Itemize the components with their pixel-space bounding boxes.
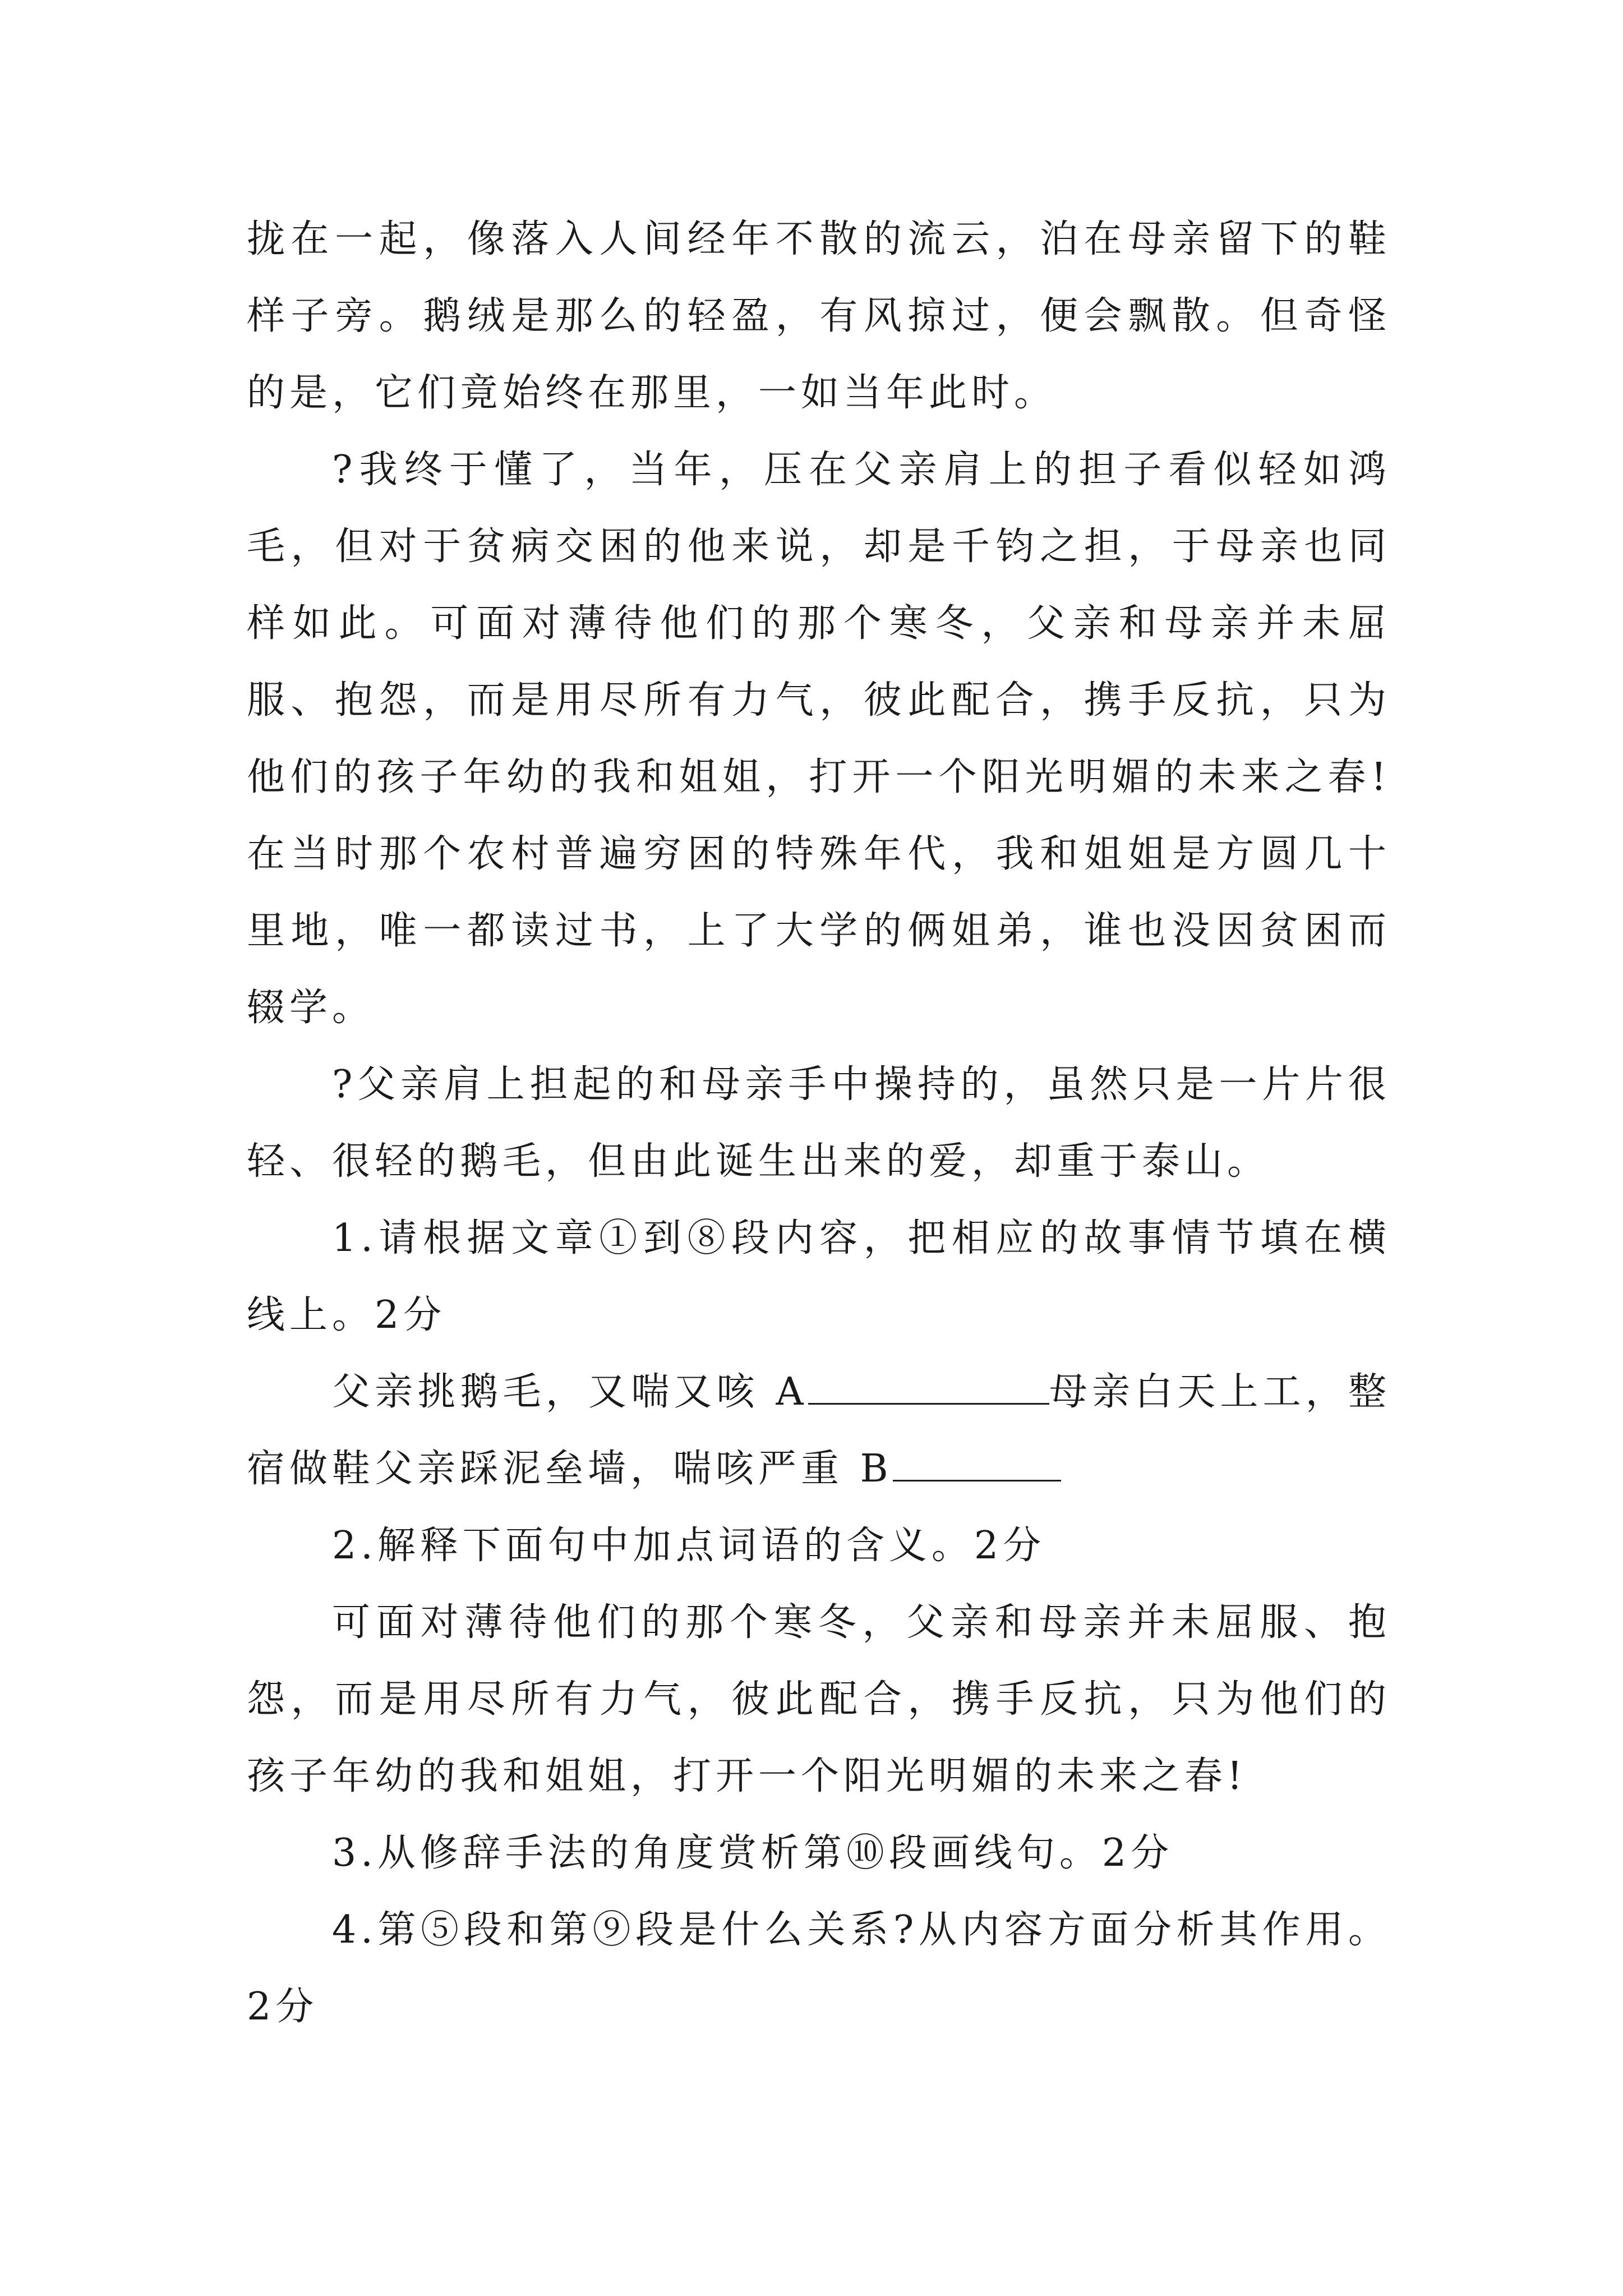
paragraph-continuation: 拢在一起，像落入人间经年不散的流云，泊在母亲留下的鞋样子旁。鹅绒是那么的轻盈，有风掠过，便会飘散。但奇怪的是，它们竟始终在那里，一如当年此时。	[247, 217, 1391, 415]
paragraph-conclusion: ?父亲肩上担起的和母亲手中操持的，虽然只是一片片很轻、很轻的鹅毛，但由此诞生出来的爱，却重于泰山。	[247, 1062, 1391, 1184]
document-body	[247, 201, 1391, 2045]
answer-blank-a[interactable]	[808, 1364, 1049, 1405]
question-1-fill-line	[247, 1354, 1391, 1507]
question-2-quote: 可面对薄待他们的那个寒冬，父亲和母亲并未屈服、抱怨，而是用尽所有力气，彼此配合，携手反抗，只为他们的孩子年幼的我和姐姐，打开一个阳光明媚的未来之春!	[247, 1600, 1391, 1798]
question-4: 4.第⑤段和第⑨段是什么关系?从内容方面分析其作用。2分	[247, 1908, 1391, 2029]
question-3: 3.从修辞手法的角度赏析第⑩段画线句。2分	[332, 1831, 1174, 1875]
answer-blank-b[interactable]	[893, 1441, 1061, 1481]
paragraph-realization: ?我终于懂了，当年，压在父亲肩上的担子看似轻如鸿毛，但对于贫病交困的他来说，却是千钧之担，于母亲也同样如此。可面对薄待他们的那个寒冬，父亲和母亲并未屈服、抱怨，而是用尽所有力气，彼此配合，携手反抗，只为他们的孩子年幼的我和姐姐，打开一个阳光明媚的未来之春!在当时那个农村普遍穷困的特殊年代，我和姐姐是方圆几十里地，唯一都读过书，上了大学的俩姐弟，谁也没因贫困而辍学。	[247, 448, 1391, 1030]
question-1: 1.请根据文章①到⑧段内容，把相应的故事情节填在横线上。2分	[247, 1216, 1391, 1337]
question-1-fill-text-b: 母亲白天上工，整宿做鞋父亲踩泥垒墙，喘咳严重 B	[247, 1370, 1391, 1491]
question-2: 2.解释下面句中加点词语的含义。2分	[332, 1524, 1046, 1568]
question-1-fill-text-a: 父亲挑鹅毛，又喘又咳 A	[332, 1370, 808, 1414]
